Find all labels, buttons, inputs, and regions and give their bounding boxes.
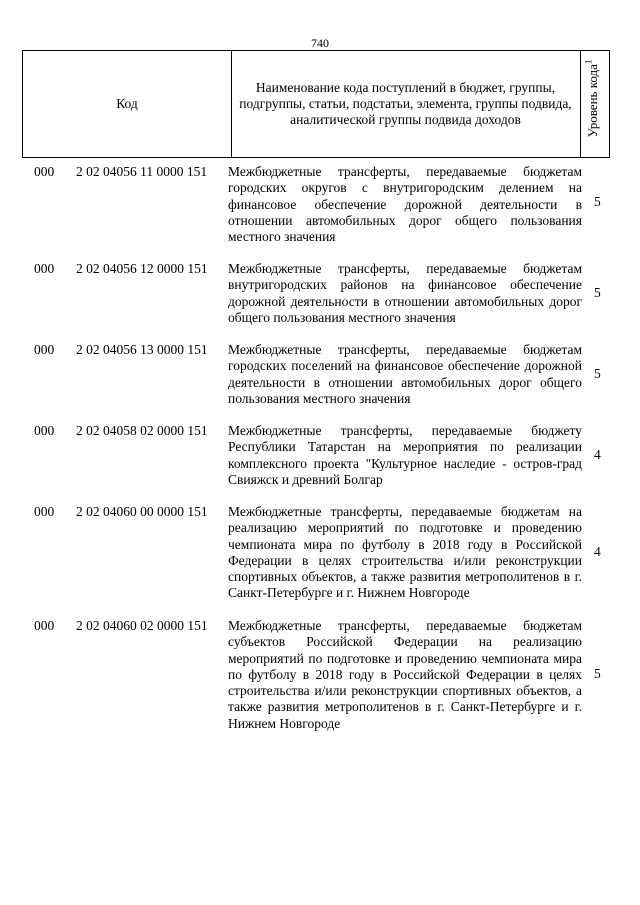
income-description: Межбюджетные трансферты, передаваемые бюджетам на реализацию мероприятий по подготовке и проведению чемпионата мира по футболу в 2018 году в Российской Федерации в целях строительства и/или реконструкции спортивных объектов, а также развития метрополитенов в г. Санкт-Петербурге и г. Нижнем Новгороде	[228, 504, 582, 601]
income-code: 2 02 04056 11 0000 151	[76, 164, 208, 179]
income-description: Межбюджетные трансферты, передаваемые бюджетам городских округов с внутригородским делением на финансовое обеспечение дорожной деятельности в отношении автомобильных дорог общего пользования местного значения	[228, 164, 582, 245]
income-description: Межбюджетные трансферты, передаваемые бюджетам городских поселений на финансовое обеспечение дорожной деятельности в отношении автомобильных дорог общего пользования местного значения	[228, 342, 582, 406]
header-level	[581, 51, 609, 157]
code-level: 5	[594, 666, 601, 681]
income-code: 2 02 04056 13 0000 151	[76, 342, 208, 357]
code-level: 5	[594, 366, 601, 381]
admin-code: 000	[34, 164, 55, 179]
page-number: 740	[311, 36, 329, 50]
admin-code: 000	[34, 504, 55, 519]
admin-code: 000	[34, 423, 55, 438]
income-description: Межбюджетные трансферты, передаваемые бюджету Республики Татарстан на мероприятия по реализации комплексного проекта "Культурное наследие - остров-град Свияжск и древний Болгар	[228, 423, 582, 487]
income-code: 2 02 04060 02 0000 151	[76, 618, 208, 633]
income-code: 2 02 04056 12 0000 151	[76, 261, 208, 276]
table-header	[22, 50, 610, 158]
income-code: 2 02 04060 00 0000 151	[76, 504, 208, 519]
code-level: 4	[594, 447, 601, 462]
header-level-label	[584, 51, 601, 137]
code-level: 5	[594, 194, 601, 209]
admin-code: 000	[34, 618, 55, 633]
income-code: 2 02 04058 02 0000 151	[76, 423, 208, 438]
code-level: 5	[594, 285, 601, 300]
code-level: 4	[594, 544, 601, 559]
income-description: Межбюджетные трансферты, передаваемые бюджетам субъектов Российской Федерации на реализацию мероприятий по подготовке и проведению чемпионата мира по футболу в 2018 году в Российской Федерации в целях строительства и/или реконструкции спортивных объектов, а также развития метрополитенов в г. Санкт-Петербурге и г. Нижнем Новгороде	[228, 618, 582, 731]
header-name: Наименование кода поступлений в бюджет, группы, подгруппы, статьи, подстатьи, элемента, группы подвида, аналитической группы подвида доходов	[231, 51, 581, 157]
admin-code: 000	[34, 261, 55, 276]
admin-code: 000	[34, 342, 55, 357]
header-code: Код	[23, 51, 232, 157]
header-level-text: Уровень кода	[585, 63, 600, 137]
header-level-footnote: 1	[583, 59, 594, 64]
income-description: Межбюджетные трансферты, передаваемые бюджетам внутригородских районов на финансовое обеспечение дорожной деятельности в отношении автомобильных дорог общего пользования местного значения	[228, 261, 582, 325]
